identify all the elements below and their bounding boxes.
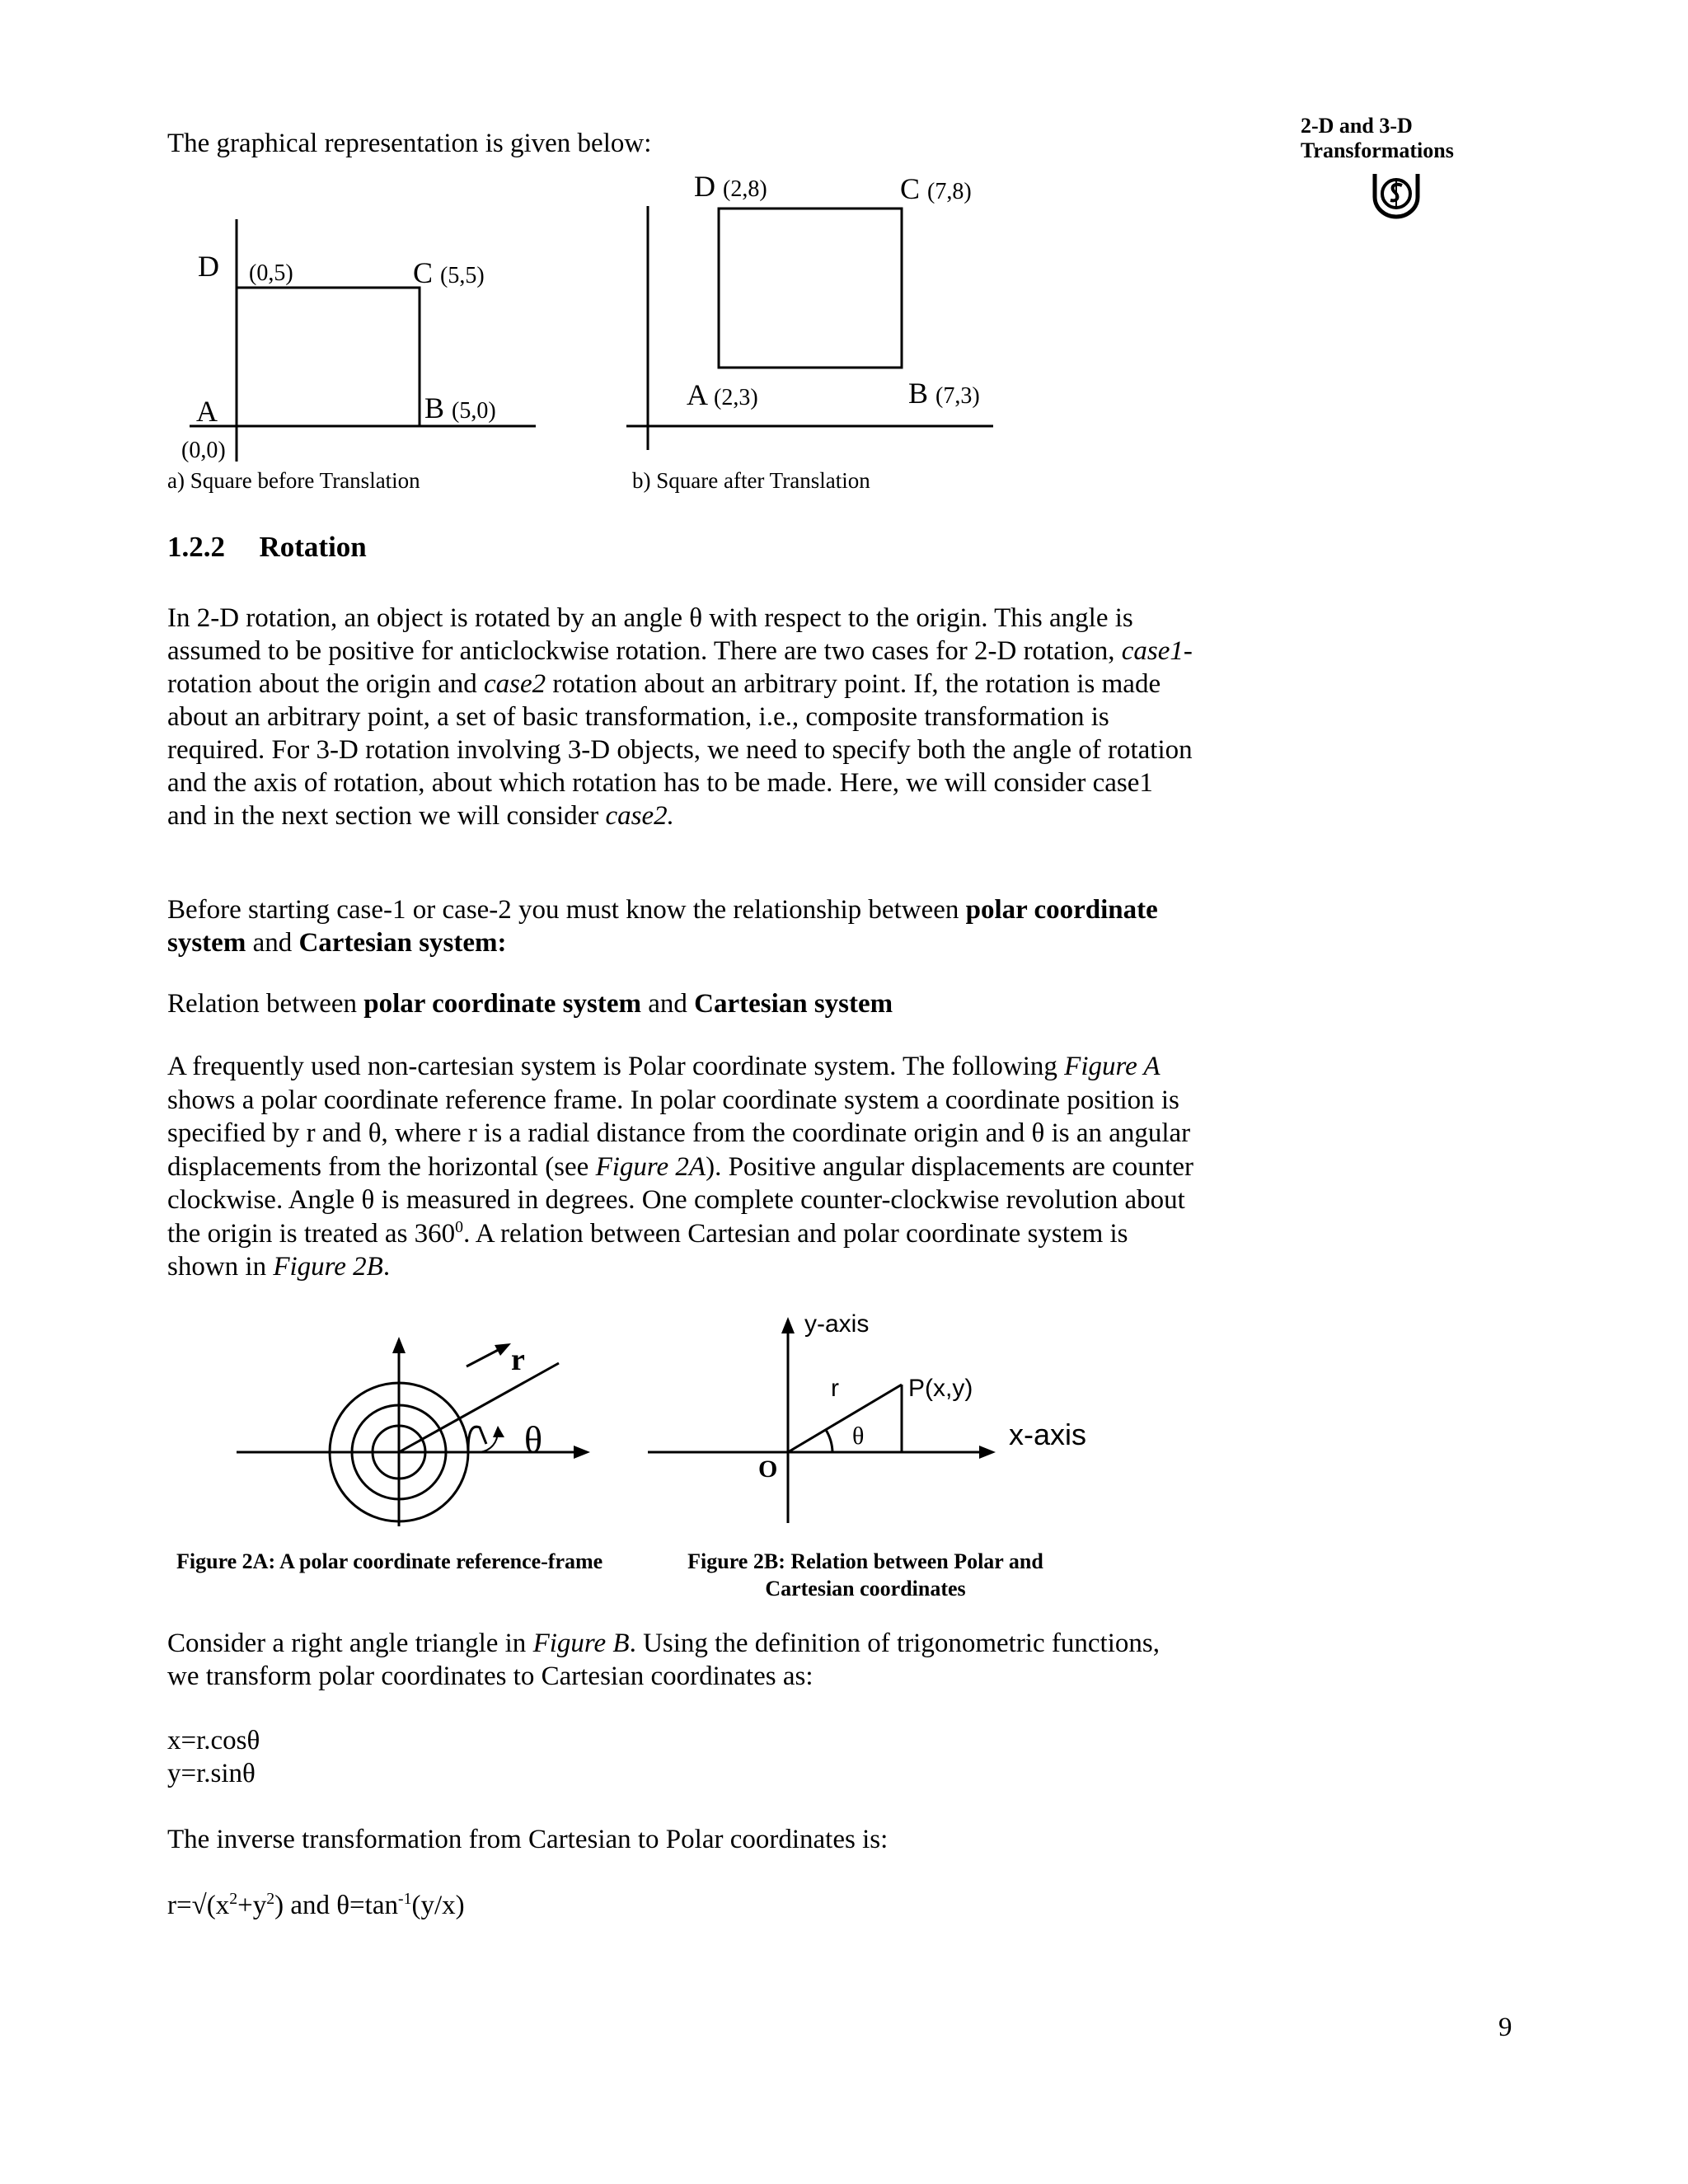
fig-b-label-C: C (7,8) [900,172,972,205]
fig-2b-x-arrowhead [979,1446,996,1459]
figure-2b-caption [659,1548,1071,1602]
fig-2b-angle-arc [826,1430,832,1452]
section-title: Rotation [259,531,367,563]
equation-inverse: $r=√(x^2+y^2)$ and $\theta=\tan^{-1}(y/x)$ [167,1890,465,1920]
equation-y: y=r.sinθ [167,1759,256,1788]
page-number: 9 [1498,2013,1512,2042]
fig-a-label-B: B (5,0) [424,391,496,424]
fig-2b-x-axis-label: x-axis [1009,1418,1087,1451]
fig-2b-y-arrowhead [781,1317,795,1333]
paragraph-before-starting: Before starting case-1 or case-2 you must know the relationship between polar coordinate system and Cartesian system: [167,895,1158,958]
paragraph-polar-system: A frequently used non-cartesian system is Polar coordinate system. The following Figure A shows a polar coordinate reference frame. In polar coordinate system a coordinate position is specified by r and θ, where r is a radial distance from the coordinate origin and θ is an angular displacements from the horizontal (see Figure 2A). Positive angular displacements are counter clockwise. Angle θ is measured in degrees. One complete counter-clockwise revolution about the origin is treated as $360^0$. A relation between Cartesian and polar coordinate system is shown in Figure 2B. [167,1052,1194,1282]
fig-2b-label-P: P(x,y) [908,1375,973,1402]
fig-2b-hypotenuse [788,1385,902,1452]
fig-a-coord-A: (0,0) [181,438,226,463]
fig-a-caption: a) Square before Translation [167,468,420,493]
header-title-line2: Transformations [1301,138,1454,162]
fig-a-label-A: A [196,395,218,428]
fig-b-caption: b) Square after Translation [632,468,870,493]
fig-b-label-A: A (2,3) [687,378,758,411]
paragraph-right-triangle: Consider a right angle triangle in Figure B. Using the definition of trigonometric functions, we transform polar coordinates to Cartesian coordinates as: [167,1629,1160,1691]
paragraph-rotation-intro: In 2-D rotation, an object is rotated by an angle θ with respect to the origin. This angle is assumed to be positive for anticlockwise rotation. There are two cases for 2-D rotation, case1- rotation about the origin and case2 rotation about an arbitrary point. If, the rotation is made about an arbitrary point, a set of basic transformation, i.e., composite transformation is required. For 3-D rotation involving 3-D objects, we need to specify both the angle of rotation and the axis of rotation, about which rotation has to be made. Here, we will consider case1 and in the next section we will consider case2. [167,603,1193,831]
section-number: 1.2.2 [167,531,225,563]
figure-2b-caption-line1: Figure 2B: Relation between Polar and [687,1549,1043,1573]
fig-2b-label-O: O [758,1455,778,1483]
fig-2b-y-axis-label: y-axis [804,1310,870,1338]
fig-b-label-D: D (2,8) [694,170,767,203]
fig-a-label-C: C (5,5) [413,256,485,289]
fig-a-coord-D: (0,5) [249,260,293,286]
paragraph-inverse: The inverse transformation from Cartesian to Polar coordinates is: [167,1825,889,1854]
intro-text: The graphical representation is given below: [167,129,652,158]
fig-a-label-D: D [198,250,219,283]
figure-2a-caption: Figure 2A: A polar coordinate reference-frame [176,1549,603,1573]
figure-2b-caption-line2: Cartesian coordinates [765,1577,966,1601]
fig-2b-label-theta: θ [852,1422,865,1450]
fig-b-label-B: B (7,3) [908,377,980,410]
fig-2a-label-r: r [511,1343,525,1377]
fig-2a-label-theta: θ [524,1418,543,1460]
fig-2b-label-r: r [831,1375,839,1402]
paragraph-relation-heading: Relation between polar coordinate system and Cartesian system [167,989,893,1019]
equation-x: x=r.cosθ [167,1726,260,1755]
header-title-line1: 2-D and 3-D [1301,114,1413,138]
